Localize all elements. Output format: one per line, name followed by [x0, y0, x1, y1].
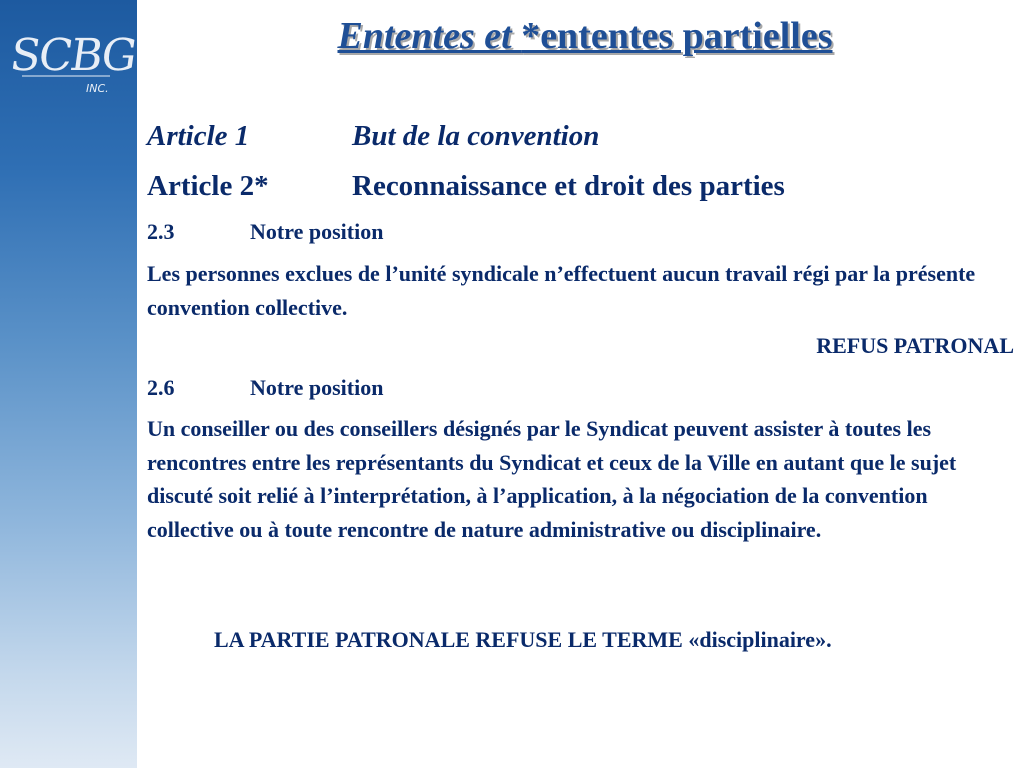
article-1-number: Article 1: [147, 120, 250, 152]
section-2-3-text: Les personnes exclues de l’unité syndicale n’effectuent aucun travail régi par la présente convention collective.: [147, 261, 976, 320]
section-2-6-text: Un conseiller ou des conseillers désignés par le Syndicat peuvent assister à toutes les rencontres entre les représentants du Syndicat et ceux de la Ville en autant que le sujet discuté soit relié à l’interprétation, à l’application, à la négociation de la convention collective ou à toute rencontre de nature administrative ou disciplinaire.: [147, 416, 957, 542]
section-2-6-heading: [147, 375, 383, 401]
title-italic-part: Ententes et: [337, 15, 522, 57]
svg-text:SCBG: SCBG: [7, 30, 139, 81]
section-2-6-response: LA PARTIE PATRONALE REFUSE LE TERME «disciplinaire».: [214, 627, 832, 652]
slide-content: [137, 0, 1024, 768]
section-2-3-number: 2.3: [147, 219, 175, 244]
section-2-6-title: Notre position: [250, 375, 384, 400]
article-2-line: [147, 170, 785, 203]
section-2-3-title: Notre position: [250, 219, 384, 244]
article-2-number: Article 2*: [147, 170, 269, 202]
article-1-label: But de la convention: [352, 120, 600, 152]
sidebar-gradient: [0, 0, 137, 768]
article-2-label: Reconnaissance et droit des parties: [352, 170, 785, 202]
section-2-3-response: REFUS PATRONAL: [816, 333, 1014, 358]
scbg-logo-mark: [7, 18, 139, 98]
svg-text:INC.: INC.: [86, 82, 109, 95]
scbg-logo: [7, 18, 139, 98]
section-2-6-number: 2.6: [147, 375, 175, 400]
title-regular-part: *ententes partielles: [521, 15, 833, 57]
slide-title: [290, 14, 880, 58]
section-2-3-heading: [147, 219, 383, 245]
article-1-line: [147, 120, 599, 153]
